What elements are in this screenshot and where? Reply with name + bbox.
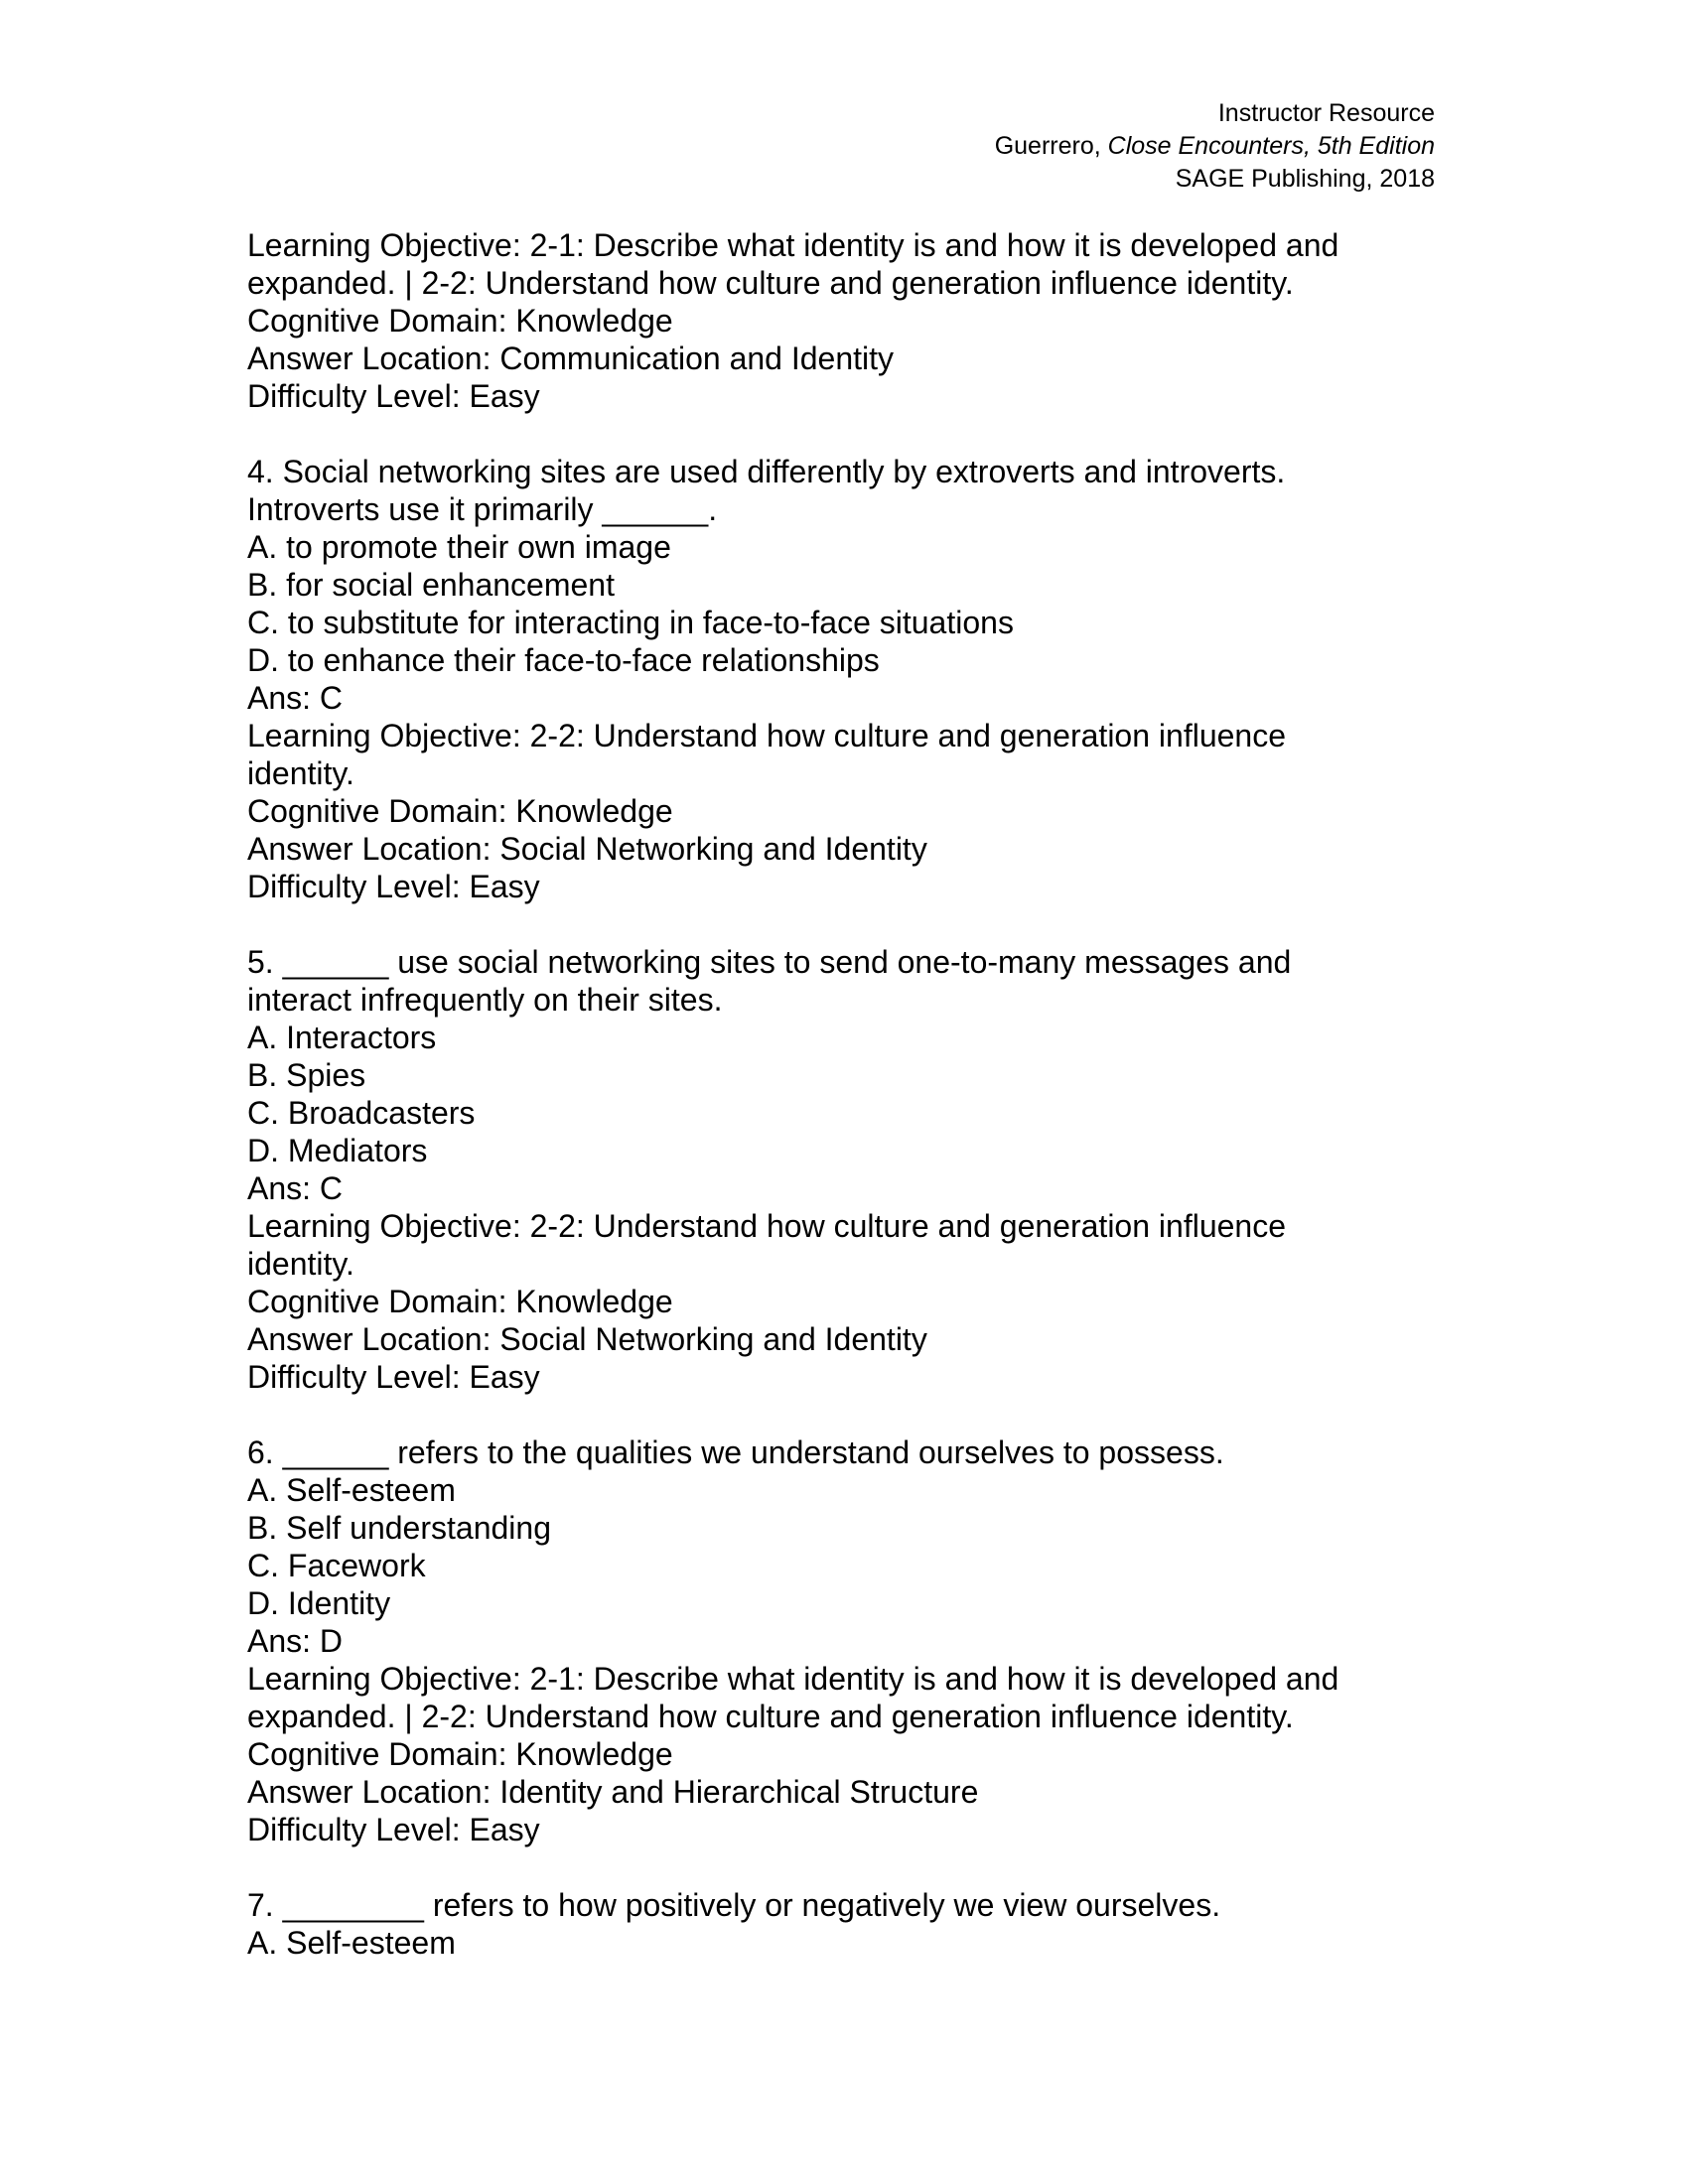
learning-objective-line: Learning Objective: 2-1: Describe what identity is and how it is developed and [247,227,1339,263]
learning-objective-line: Learning Objective: 2-2: Understand how culture and generation influence [247,1208,1286,1244]
cognitive-domain: Cognitive Domain: Knowledge [247,303,673,339]
header-author: Guerrero, [994,132,1108,160]
spacer [247,1396,1439,1433]
question-stem: 5. ______ use social networking sites to send one-to-many messages and [247,944,1292,980]
spacer [247,415,1439,453]
question-stem: 6. ______ refers to the qualities we understand ourselves to possess. [247,1434,1224,1470]
option-d: D. Mediators [247,1133,428,1168]
spacer [247,905,1439,943]
difficulty-level: Difficulty Level: Easy [247,1359,540,1395]
learning-objective-line: expanded. | 2-2: Understand how culture and generation influence identity. [247,1699,1294,1734]
question-block-5 [247,943,1439,1396]
question-stem: 4. Social networking sites are used differently by extroverts and introverts. [247,454,1286,489]
learning-objective-line: identity. [247,755,354,791]
answer-key: Ans: C [247,680,344,716]
spacer [247,1848,1439,1886]
difficulty-level: Difficulty Level: Easy [247,869,540,904]
learning-objective-line: Learning Objective: 2-1: Describe what identity is and how it is developed and [247,1661,1339,1697]
question-block-4 [247,453,1439,905]
option-a: A. Self-esteem [247,1925,456,1961]
question-block-6 [247,1433,1439,1848]
answer-location: Answer Location: Social Networking and Identity [247,831,927,867]
question-block-7 [247,1886,1439,1962]
difficulty-level: Difficulty Level: Easy [247,1812,540,1847]
answer-location: Answer Location: Communication and Identity [247,341,895,376]
answer-key: Ans: D [247,1623,344,1659]
difficulty-level: Difficulty Level: Easy [247,378,540,414]
question-block-3-tail [247,226,1439,415]
question-stem: interact infrequently on their sites. [247,982,723,1018]
learning-objective-line: expanded. | 2-2: Understand how culture and generation influence identity. [247,265,1294,301]
option-d: D. to enhance their face-to-face relationships [247,642,880,678]
question-content [247,226,1439,1962]
answer-location: Answer Location: Identity and Hierarchical Structure [247,1774,979,1810]
header-publisher: SAGE Publishing, 2018 [1175,165,1435,193]
option-a: A. to promote their own image [247,529,671,565]
header-book-citation [995,130,1435,163]
cognitive-domain: Cognitive Domain: Knowledge [247,1736,673,1772]
option-c: C. Facework [247,1548,426,1583]
cognitive-domain: Cognitive Domain: Knowledge [247,1284,673,1319]
option-b: B. Spies [247,1057,366,1093]
question-stem: Introverts use it primarily ______. [247,491,718,527]
option-a: A. Interactors [247,1020,437,1055]
option-d: D. Identity [247,1585,391,1621]
option-a: A. Self-esteem [247,1472,456,1508]
cognitive-domain: Cognitive Domain: Knowledge [247,793,673,829]
header-resource-label: Instructor Resource [1217,99,1435,127]
option-c: C. to substitute for interacting in face-to-face situations [247,605,1014,640]
learning-objective-line: identity. [247,1246,354,1282]
answer-location: Answer Location: Social Networking and Identity [247,1321,927,1357]
question-stem: 7. ________ refers to how positively or negatively we view ourselves. [247,1887,1221,1923]
header-book-title: Close Encounters, 5th Edition [1107,132,1435,160]
option-b: B. Self understanding [247,1510,551,1546]
option-b: B. for social enhancement [247,567,615,603]
option-c: C. Broadcasters [247,1095,476,1131]
page-header [995,97,1435,196]
answer-key: Ans: C [247,1170,344,1206]
learning-objective-line: Learning Objective: 2-2: Understand how culture and generation influence [247,718,1286,753]
